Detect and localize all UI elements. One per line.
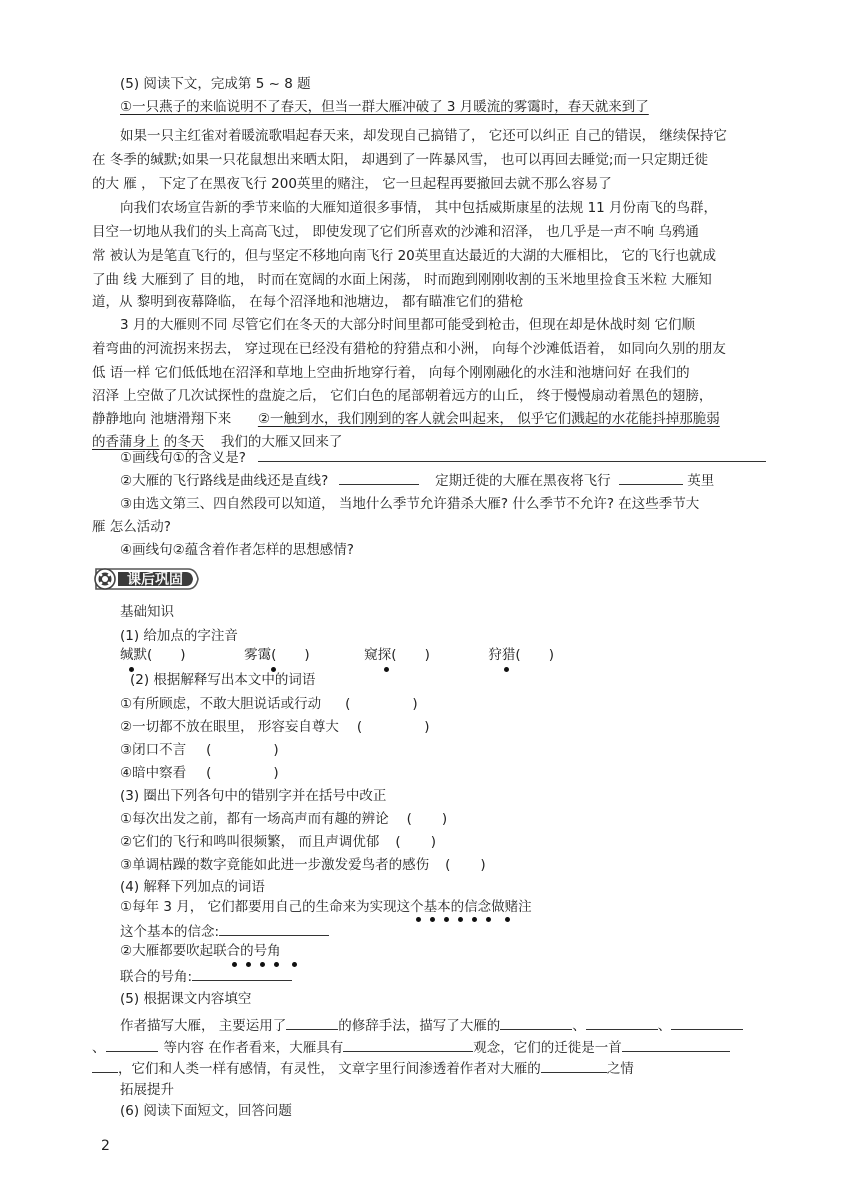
fill-blank[interactable] xyxy=(106,1037,158,1052)
banner-title: 课后巩固 xyxy=(127,572,183,588)
page-number: 2 xyxy=(101,1138,110,1154)
explain-answer-1-line[interactable] xyxy=(219,921,329,936)
passage-para2-line4: 了曲 线 大雁到了 目的地， 时而在宽阔的水面上闲荡， 时而跑到刚刚收割的玉米地里捡食玉米粒 大雁知 xyxy=(92,272,712,288)
words-item-3-text: ③闭口不言 xyxy=(120,742,187,758)
underlined-sentence-1: ①一只燕子的来临说明不了春天，但当一群大雁冲破了 3 月暖流的雾霭时，春天就来到了 xyxy=(120,99,649,115)
fill-blank[interactable] xyxy=(622,1037,730,1052)
pinyin-item-1: 缄默( xyxy=(120,647,153,663)
emphasis-dot xyxy=(505,917,510,922)
words-title: (2) 根据解释写出本文中的词语 xyxy=(130,672,316,688)
fill-line-3-text-b: 之情 xyxy=(606,1061,634,1077)
question-2-answer-line-2[interactable] xyxy=(619,470,683,485)
underlined-sentence-2-end: 的冬天 xyxy=(163,434,205,450)
fill-line-2-text-b: 观念，它们的迁徙是一首 xyxy=(473,1040,622,1056)
emphasis-dot xyxy=(458,917,463,922)
pinyin-title: (1) 给加点的字注音 xyxy=(120,628,238,644)
words-item-1: ①有所顾虑，不敢大胆说话或行动 ( ) xyxy=(120,696,418,712)
section-5-title: (5) 阅读下文，完成第 5 ~ 8 题 xyxy=(120,76,311,92)
pinyin-item-4: 狩猎( xyxy=(488,647,521,663)
emphasis-dot xyxy=(472,917,477,922)
emphasis-dot xyxy=(504,667,509,672)
reading-6-title: (6) 阅读下面短文，回答问题 xyxy=(120,1103,292,1119)
words-item-3: ③闭口不言 ( ) xyxy=(120,742,279,758)
passage-para3-line4: 沼泽 上空做了几次试探性的盘旋之后， 它们白色的尾部朝着远方的山丘， 终于慢慢扇动着黑色的翅膀， xyxy=(92,388,713,404)
explain-answer-1 xyxy=(120,921,329,942)
question-2-text-b: 定期迁徙的大雁在黑夜将飞行 xyxy=(435,473,611,489)
underlined-sentence-2-cont: 的香蒲身上 xyxy=(92,434,160,450)
question-1-answer-line[interactable] xyxy=(258,447,766,462)
underlined-sentence-2: ②一触到水，我们刚到的客人就会叫起来， 似乎它们溅起的水花能抖掉那脆弱 xyxy=(257,411,720,427)
passage-para1-line1: 如果一只主红雀对着暖流歌唱起春天来，却发现自己搞错了， 它还可以纠正 自己的错误， 继续保持它 xyxy=(120,128,727,144)
typo-item-1: ①每次出发之前，都有一场高声而有趣的辨论 ( ) xyxy=(120,811,448,827)
fill-blank[interactable] xyxy=(500,1015,572,1030)
passage-para2-line2: 目空一切地从我们的头上高高飞过， 即使发现了它们所喜欢的沙滩和沼泽， 也几乎是一声不响 乌鸦通 xyxy=(92,224,699,240)
passage-para2-line3: 常 被认为是笔直飞行的，但与坚定不移地向南飞行 20英里直达最近的大湖的大雁相比， 它的飞行也就成 xyxy=(92,248,717,264)
section-banner xyxy=(90,566,202,592)
passage-para2-line5: 道，从 黎明到夜幕降临， 在每个沼泽地和池塘边， 都有瞄准它们的猎枪 xyxy=(92,294,524,310)
fill-line-2: 、 等内容 在作者看来，大雁具有 观念，它们的迁徙是一首 xyxy=(92,1037,730,1058)
question-1-text: ①画线句①的含义是? xyxy=(120,450,246,466)
passage-para3-line3: 低 语一样 它们低低地在沼泽和草地上空曲折地穿行着， 向每个刚刚融化的水洼和池塘问好 在我们的 xyxy=(92,365,690,381)
passage-para1-line3: 的大 雁 ， 下定了在黑夜飞行 200英里的赌注， 它一旦起程再要撤回去就不那么容易了 xyxy=(92,176,612,192)
fill-line-3 xyxy=(92,1058,634,1079)
passage-para3-line5 xyxy=(92,409,720,429)
passage-para1-line2: 在 冬季的缄默;如果一只花鼠想出来晒太阳， 却遇到了一阵暴风雪， 也可以再回去睡觉;而一只定期迁徙 xyxy=(92,152,708,168)
explain-answer-2 xyxy=(120,966,292,987)
passage-para3-line1: 3 月的大雁则不同 尽管它们在冬天的大部分时间里都可能受到枪击，但现在却是休战时刻 它们顺 xyxy=(120,317,695,333)
question-2 xyxy=(120,470,714,491)
explain-answer-2-label: 联合的号角: xyxy=(120,969,193,985)
question-2-text-a: ②大雁的飞行路线是曲线还是直线? xyxy=(120,473,329,489)
explain-sentence-2: ②大雁都要吹起联合的号角 xyxy=(120,943,281,959)
question-1 xyxy=(120,447,766,468)
question-3-line1: ③由选文第三、四自然段可以知道， 当地什么季节允许猎杀大雁? 什么季节不允许? 在这些季节大 xyxy=(120,496,700,512)
fill-blank[interactable] xyxy=(286,1015,338,1030)
question-2-answer-line-1[interactable] xyxy=(339,470,419,485)
fill-line-1-text-b: 的修辞手法，描写了大雁的 xyxy=(338,1018,501,1034)
fill-line-1-text-a: 作者描写大雁， 主要运用了 xyxy=(120,1018,287,1034)
fill-blank[interactable] xyxy=(586,1015,658,1030)
emphasis-dot xyxy=(292,962,297,967)
words-item-4: ④暗中察看 ( ) xyxy=(120,765,279,781)
words-item-2: ②一切都不放在眼里， 形容妄自尊大 ( ) xyxy=(120,719,430,735)
fill-blank[interactable] xyxy=(671,1015,743,1030)
emphasis-dot xyxy=(416,917,421,922)
pinyin-item-2: 雾霭( xyxy=(244,647,277,663)
passage-para3-line2: 着弯曲的河流拐来拐去， 穿过现在已经没有猎枪的狩猎点和小洲， 向每个沙滩低语着， 如同向久别的朋友 xyxy=(92,341,726,357)
fill-line-3-text-a: ，它们和人类一样有感情，有灵性， 文章字里行间渗透着作者对大雁的 xyxy=(118,1061,541,1077)
question-3-line2: 雁 怎么活动? xyxy=(92,519,171,535)
basics-title: 基础知识 xyxy=(120,604,174,620)
explain-answer-1-label: 这个基本的信念: xyxy=(120,924,220,940)
emphasis-dot xyxy=(486,917,491,922)
fill-blank[interactable] xyxy=(92,1058,118,1073)
passage-para2-line1: 向我们农场宣告新的季节来临的大雁知道很多事情， 其中包括威斯康星的法规 11 月份南飞的鸟群， xyxy=(120,200,718,216)
words-item-1-text: ①有所顾虑，不敢大胆说话或行动 xyxy=(120,696,322,712)
explain-title: (4) 解释下列加点的词语 xyxy=(120,879,265,895)
typo-item-3-text: ③单调枯躁的数字竟能如此进一步激发爱鸟者的感伤 xyxy=(120,857,430,873)
typo-title: (3) 圈出下列各句中的错别字并在括号中改正 xyxy=(120,788,387,804)
question-2-text-c: 英里 xyxy=(687,473,715,489)
words-item-4-text: ④暗中察看 xyxy=(120,765,187,781)
typo-item-2-text: ②它们的飞行和鸣叫很频繁， 而且声调优郁 xyxy=(120,834,380,850)
words-item-2-text: ②一切都不放在眼里， 形容妄自尊大 xyxy=(120,719,339,735)
passage-tail: 我们的大雁又回来了 xyxy=(220,434,343,450)
emphasis-dot xyxy=(430,917,435,922)
question-4: ④画线句②蕴含着作者怎样的思想感情? xyxy=(120,542,354,558)
fill-title: (5) 根据课文内容填空 xyxy=(120,991,252,1007)
emphasis-dot xyxy=(384,667,389,672)
explain-answer-2-line[interactable] xyxy=(192,966,292,981)
typo-item-1-text: ①每次出发之前，都有一场高声而有趣的辨论 xyxy=(120,811,389,827)
fill-line-1: 作者描写大雁， 主要运用了 的修辞手法，描写了大雁的 、 、 xyxy=(120,1015,743,1036)
emphasis-dot xyxy=(444,917,449,922)
typo-item-3: ③单调枯躁的数字竟能如此进一步激发爱鸟者的感伤 ( ) xyxy=(120,857,486,873)
fill-blank[interactable] xyxy=(343,1037,473,1052)
extension-title: 拓展提升 xyxy=(120,1082,174,1098)
pinyin-item-3: 窥探( xyxy=(364,647,397,663)
fill-line-2-text-a: 等内容 在作者看来，大雁具有 xyxy=(163,1040,344,1056)
fill-blank[interactable] xyxy=(541,1058,607,1073)
passage-para3-line5-text: 静静地向 池塘滑翔下来 xyxy=(92,411,232,427)
pinyin-row: 缄默( ) 雾霭( ) 窥探( ) 狩猎( ) xyxy=(120,647,554,663)
explain-sentence-1: ①每年 3 月， 它们都要用自己的生命来为实现这个基本的信念做赌注 xyxy=(120,899,532,915)
typo-item-2: ②它们的飞行和鸣叫很频繁， 而且声调优郁 ( ) xyxy=(120,834,436,850)
